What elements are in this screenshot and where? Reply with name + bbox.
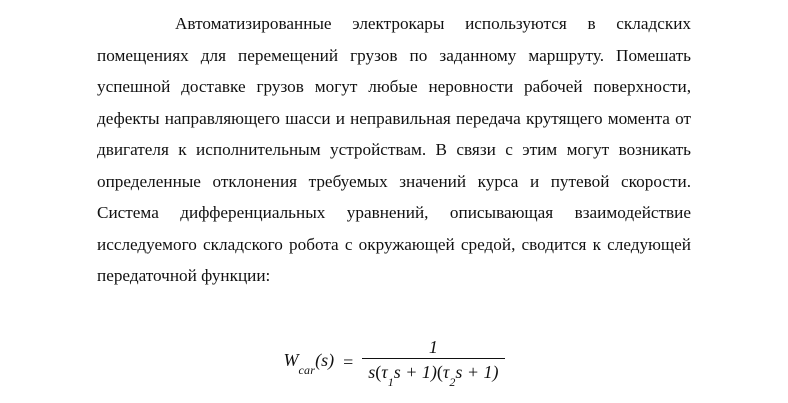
formula-numerator: 1 — [428, 337, 438, 357]
denominator-tau2-subscript: 2 — [449, 374, 456, 389]
formula-function-symbol: W — [283, 350, 299, 370]
denominator-tau1-subscript: 1 — [387, 374, 394, 389]
formula-equals-sign: = — [343, 351, 354, 372]
denominator-tau2: τ — [442, 362, 450, 382]
transfer-function-equation — [284, 336, 505, 389]
denominator-open-paren-1: ( — [375, 362, 382, 382]
formula-fraction — [362, 337, 504, 390]
denominator-open-paren-2: ( — [436, 362, 443, 382]
denominator-s: s — [368, 362, 376, 382]
denominator-tau1-rest: s + 1) — [393, 362, 437, 382]
formula-block — [0, 336, 788, 389]
formula-denominator — [362, 359, 504, 390]
body-paragraph-block — [97, 8, 691, 292]
formula-function-subscript: car — [298, 362, 316, 377]
paragraph-text: Автоматизированные электрокары используются в складских помещениях для перемещений грузов по заданному маршруту. Помешать успешной доставке грузов могут любые неровности рабочей поверхности, дефекты направляющего шасси и неправильная передача крутящего момента от двигателя к исполнительным устройствам. В связи с этим могут возникать определенные отклонения требуемых значений курса и путевой скорости. Система дифференциальных уравнений, описывающая взаимодействие исследуемого складского робота с окружающей средой, сводится к следующей передаточной функции: — [97, 14, 691, 285]
formula-function-argument: (s) — [315, 350, 335, 370]
denominator-tau1: τ — [381, 362, 388, 382]
denominator-tau2-rest: s + 1) — [455, 362, 499, 382]
formula-left-hand-side — [284, 350, 335, 375]
